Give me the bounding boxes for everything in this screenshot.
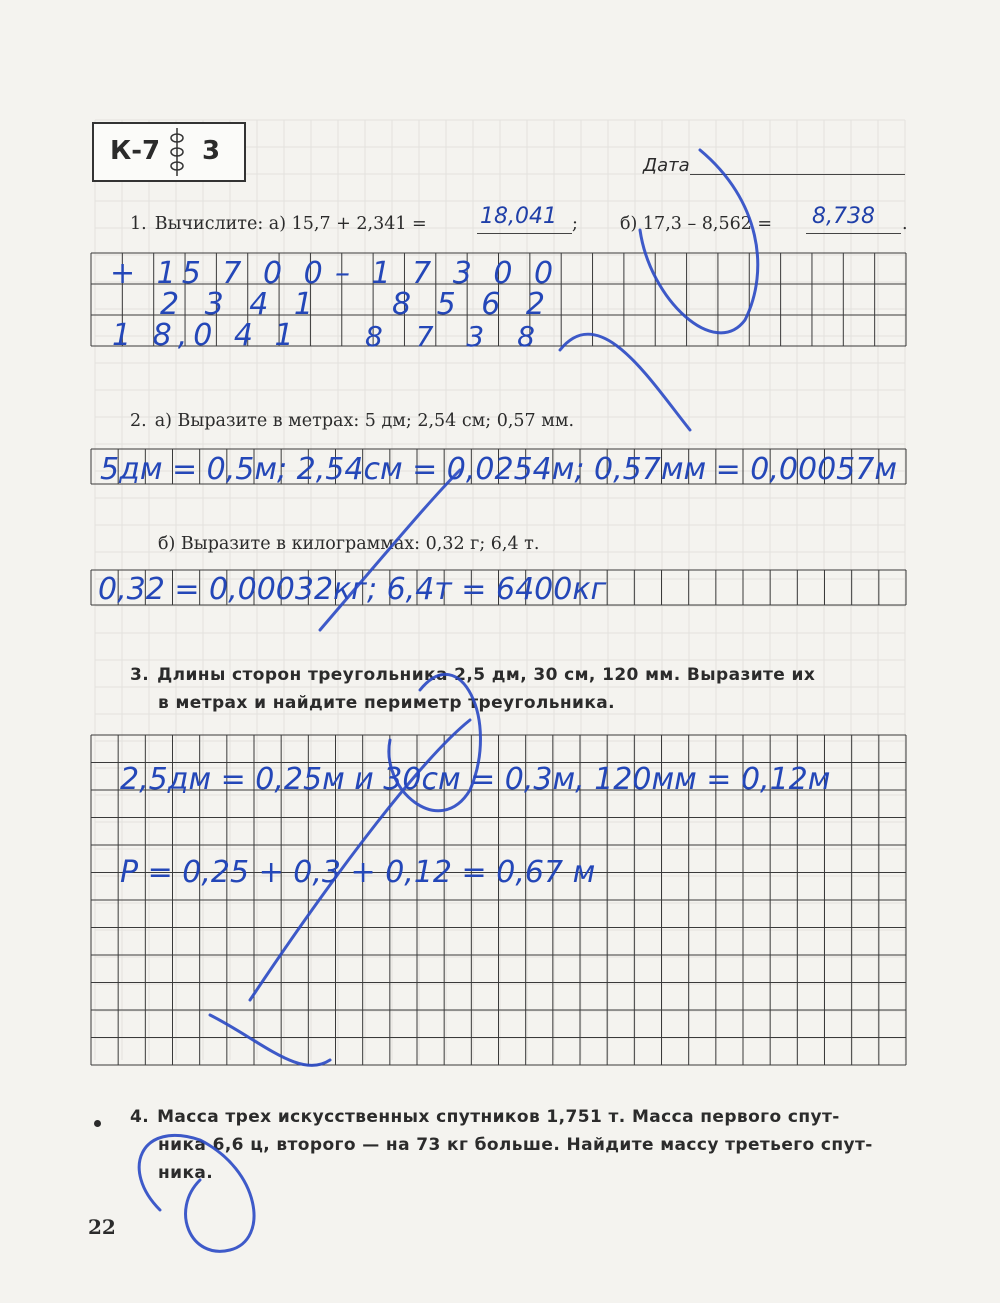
task-1b-end: . [902,214,908,234]
task-3-text: 3. Длины сторон треугольника 2,5 дм, 30 см, 120 мм. Выразите их [130,665,816,685]
task-2b-answer: 0,32 = 0,00032кг; 6,4т = 6400кг [98,572,607,607]
date-label: Дата [643,155,690,176]
task-2a-text: 2. а) Выразите в метрах: 5 дм; 2,54 см; 0,57 мм. [130,411,575,431]
task-1b-answer: 8,738 [812,204,875,229]
task-3-text-line-2: в метрах и найдите периметр треугольника. [158,693,616,713]
test-code: К-7 [110,136,161,166]
task-1a-separator: ; [572,214,578,234]
addition-result: 1 8,0 4 1 [112,318,300,353]
subtraction-row-2: 8 5 6 2 [392,287,553,322]
task-4-text-line-2: ника 6,6 ц, второго — на 73 кг больше. Найдите массу третьего спут- [158,1135,873,1155]
addition-row-1: + 15 7 0 0 [110,256,329,291]
task-1b-text: б) 17,3 – 8,562 = [620,214,773,234]
task-1-text: 1. Вычислите: а) 15,7 + 2,341 = [130,214,427,234]
task-1a-answer: 18,041 [480,204,557,229]
page-number: 22 [88,1215,116,1239]
subtraction-result: 8 7 3 8 [365,320,547,353]
task-4-text-line-3: ника. [158,1163,214,1183]
task-3-answer-conversion: 2,5дм = 0,25м и 30см = 0,3м, 120мм = 0,12м [120,762,831,797]
task-4-text: 4. Масса трех искусственных спутников 1,751 т. Масса первого спут- [130,1107,840,1127]
variant-number: 3 [202,136,221,166]
subtraction-row-1: – 1 7 3 0 0 [335,256,560,291]
addition-row-2: 2 3 4 1 [160,287,321,322]
task-3-answer-perimeter: P = 0,25 + 0,3 + 0,12 = 0,67 м [120,855,596,890]
task-2b-text: б) Выразите в килограммах: 0,32 г; 6,4 т. [158,534,540,554]
task-2a-answer: 5дм = 0,5м; 2,54см = 0,0254м; 0,57мм = 0,00057м [100,452,897,487]
